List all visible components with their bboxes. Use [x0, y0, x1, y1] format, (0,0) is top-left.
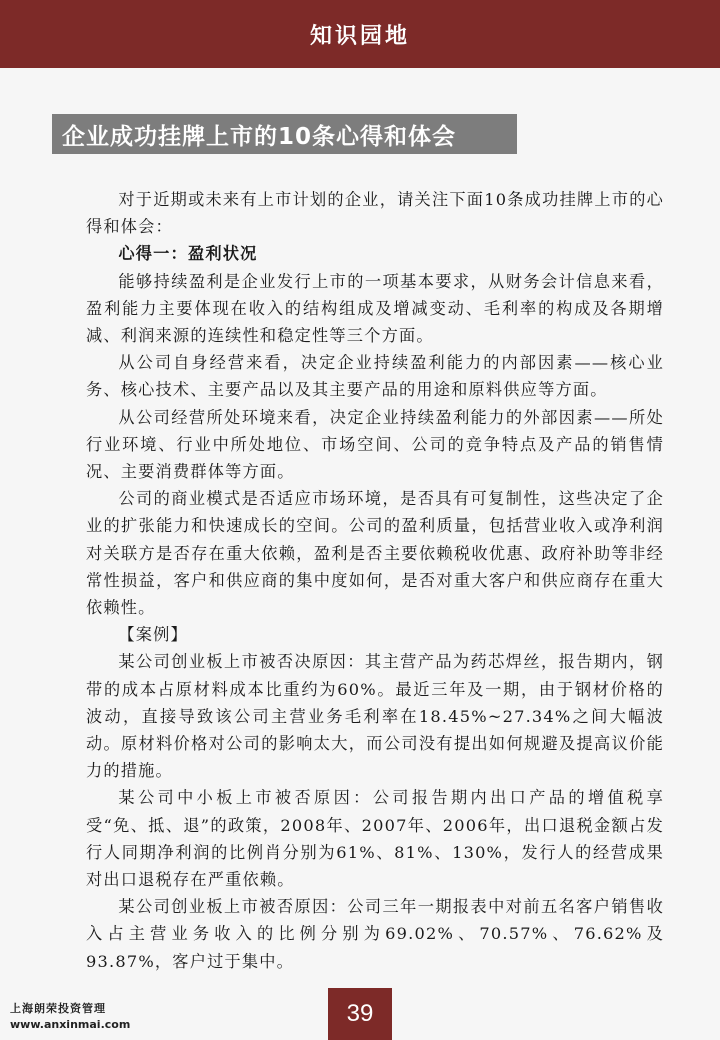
intro-paragraph: 对于近期或未来有上市计划的企业，请关注下面10条成功挂牌上市的心得和体会：: [86, 190, 664, 237]
article-title-banner: [52, 114, 517, 154]
case-paragraph: 某公司创业板上市被否原因：公司三年一期报表中对前五名客户销售收入占主营业务收入的比例分别为69.02%、70.57%、76.62%及93.87%，客户过于集中。: [86, 897, 664, 971]
body-paragraph: 能够持续盈利是企业发行上市的一项基本要求，从财务会计信息来看，盈利能力主要体现在收入的结构组成及增减变动、毛利率的构成及各期增减、利润来源的连续性和稳定性等三个方面。: [86, 271, 664, 346]
body-paragraph: 从公司自身经营来看，决定企业持续盈利能力的内部因素——核心业务、核心技术、主要产品以及其主要产品的用途和原料供应等方面。: [86, 353, 664, 400]
case-paragraph: 某公司中小板上市被否原因：公司报告期内出口产品的增值税享受“免、抵、退”的政策，2008年、2007年、2006年，出口退税金额占发行人同期净利润的比例肖分别为61%、81%、130%，发行人的经营成果对出口退税存在严重依赖。: [86, 788, 664, 890]
brand-name: 上海朗荣投资管理: [10, 1002, 106, 1015]
article-body: [86, 186, 664, 975]
case-paragraph: 某公司创业板上市被否决原因：其主营产品为药芯焊丝，报告期内，钢带的成本占原材料成本比重约为60%。最近三年及一期，由于钢材价格的波动，直接导致该公司主营业务毛利率在18.45%~27.34%之间大幅波动。原材料价格对公司的影响太大，而公司没有提出如何规避及提高议价能力的措施。: [86, 652, 664, 781]
body-paragraph: 从公司经营所处环境来看，决定企业持续盈利能力的外部因素——所处行业环境、行业中所处地位、市场空间、公司的竞争特点及产品的销售情况、主要消费群体等方面。: [86, 407, 664, 482]
footer-brand: [10, 1000, 130, 1031]
section-heading: 心得一：盈利状况: [118, 244, 258, 264]
page-number: 39: [328, 988, 392, 1040]
header-band: [0, 0, 720, 68]
section-title: 知识园地: [309, 23, 410, 49]
case-label: 【案例】: [118, 625, 188, 645]
brand-url: www.anxinmai.com: [10, 1018, 131, 1031]
body-paragraph: 公司的商业模式是否适应市场环境，是否具有可复制性，这些决定了企业的扩张能力和快速成长的空间。公司的盈利质量，包括营业收入或净利润对关联方是否存在重大依赖，盈利是否主要依赖税收优惠、政府补助等非经常性损益，客户和供应商的集中度如何，是否对重大客户和供应商存在重大依赖性。: [86, 489, 664, 618]
article-title: 企业成功挂牌上市的10条心得和体会: [62, 123, 457, 150]
